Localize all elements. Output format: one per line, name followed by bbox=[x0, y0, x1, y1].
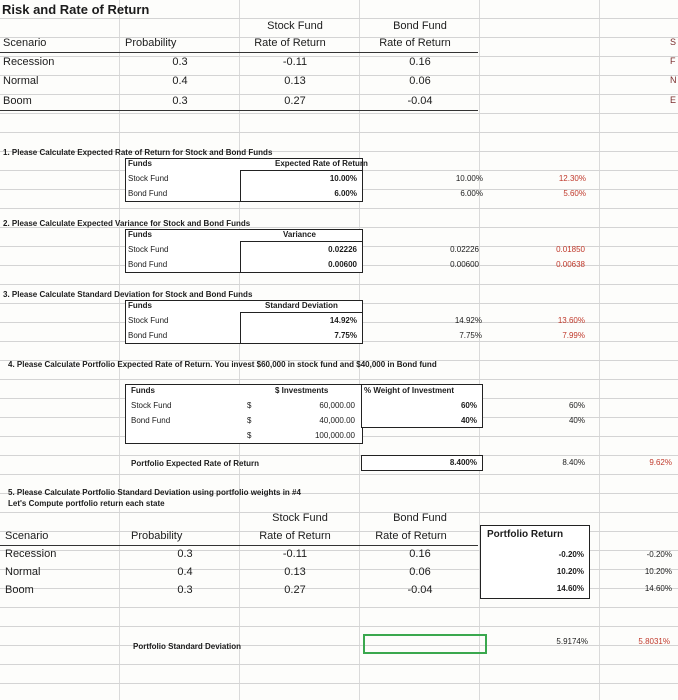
scenario-header: Scenario bbox=[3, 37, 47, 49]
q5-bond-cell: 0.16 bbox=[409, 548, 431, 560]
q4-investment-cell[interactable]: 40,000.00 bbox=[319, 416, 355, 425]
q5-scenario-cell: Normal bbox=[5, 566, 41, 578]
q5-portfolio-header: Portfolio Return bbox=[487, 529, 564, 540]
q4-funds-header: Funds bbox=[131, 386, 155, 395]
q1-value-header: Expected Rate of Return bbox=[275, 159, 368, 168]
q4-total-cell[interactable]: 100,000.00 bbox=[314, 431, 355, 440]
q5-std-alt: 5.8031% bbox=[638, 637, 670, 646]
scenario-cell: Boom bbox=[3, 95, 32, 107]
q5-bond-cell: 0.06 bbox=[409, 566, 431, 578]
q5-portfolio-alt: -0.20% bbox=[646, 550, 672, 559]
q5-stock-header: Stock Fund bbox=[272, 512, 328, 524]
q5-subtitle: Let's Compute portfolio return each state bbox=[8, 499, 165, 508]
q4-investment-cell[interactable]: 60,000.00 bbox=[319, 401, 355, 410]
q4-fund-label: Stock Fund bbox=[131, 401, 172, 410]
q5-stock-cell: 0.27 bbox=[284, 584, 306, 596]
clipped-column-letter: E bbox=[670, 95, 677, 105]
q2-answer-cell: 0.01850 bbox=[556, 245, 585, 254]
q3-fund-label: Stock Fund bbox=[128, 316, 169, 325]
q4-fund-label: Bond Fund bbox=[131, 416, 171, 425]
clipped-column-letter: F bbox=[670, 56, 676, 66]
bond-return-cell: 0.16 bbox=[409, 56, 431, 68]
q4-answer-weight: 40% bbox=[568, 416, 585, 425]
q1-answer-cell: 5.60% bbox=[563, 189, 586, 198]
q4-expected-answer: 8.40% bbox=[562, 458, 585, 467]
q1-funds-header: Funds bbox=[128, 159, 152, 168]
q1-value-cell[interactable]: 10.00% bbox=[329, 174, 357, 183]
q1-check-cell: 10.00% bbox=[455, 174, 483, 183]
probability-cell: 0.4 bbox=[172, 75, 188, 87]
stock-return-header: Rate of Return bbox=[254, 37, 326, 49]
q2-fund-label: Stock Fund bbox=[128, 245, 169, 254]
q5-stock-cell: -0.11 bbox=[282, 548, 308, 560]
q5-scenario-cell: Recession bbox=[5, 548, 57, 560]
q1-title: 1. Please Calculate Expected Rate of Return for Stock and Bond Funds bbox=[3, 148, 273, 157]
q5-portfolio-alt: 10.20% bbox=[644, 567, 672, 576]
bond-fund-header: Bond Fund bbox=[393, 20, 447, 32]
q3-check-cell: 14.92% bbox=[454, 316, 482, 325]
q3-title: 3. Please Calculate Standard Deviation for Stock and Bond Funds bbox=[3, 290, 253, 299]
q3-check-cell: 7.75% bbox=[459, 331, 482, 340]
q3-funds-header: Funds bbox=[128, 301, 152, 310]
clipped-column-letter: S bbox=[670, 37, 677, 47]
q5-bond-return-header: Rate of Return bbox=[375, 530, 447, 542]
probability-header: Probability bbox=[125, 37, 177, 49]
q4-title: 4. Please Calculate Portfolio Expected Rate of Return. You invest $60,000 in stock fund and $40,000 in Bond fund bbox=[8, 360, 437, 369]
stock-return-cell: 0.27 bbox=[284, 95, 306, 107]
q3-fund-label: Bond Fund bbox=[128, 331, 168, 340]
stock-fund-header: Stock Fund bbox=[267, 20, 323, 32]
q3-answer-cell: 13.60% bbox=[557, 316, 585, 325]
q4-expected-label: Portfolio Expected Rate of Return bbox=[131, 459, 260, 468]
q5-stock-return-header: Rate of Return bbox=[259, 530, 331, 542]
q2-value-header: Variance bbox=[283, 230, 316, 239]
currency-symbol: $ bbox=[247, 416, 252, 425]
q2-answer-cell: 0.00638 bbox=[556, 260, 585, 269]
scenario-cell: Recession bbox=[3, 56, 55, 68]
q4-weight-header: % Weight of Investment bbox=[364, 386, 455, 395]
q5-portfolio-cell[interactable]: -0.20% bbox=[558, 550, 584, 559]
q5-portfolio-alt: 14.60% bbox=[644, 584, 672, 593]
q1-fund-label: Bond Fund bbox=[128, 189, 168, 198]
currency-symbol: $ bbox=[247, 431, 252, 440]
q5-scenario-header: Scenario bbox=[5, 530, 49, 542]
bond-return-header: Rate of Return bbox=[379, 37, 451, 49]
q1-value-cell[interactable]: 6.00% bbox=[334, 189, 357, 198]
probability-cell: 0.3 bbox=[172, 95, 188, 107]
q5-stock-cell: 0.13 bbox=[284, 566, 306, 578]
q2-check-cell: 0.00600 bbox=[450, 260, 479, 269]
q4-investments-header: $ Investments bbox=[275, 386, 329, 395]
q5-bond-cell: -0.04 bbox=[407, 584, 433, 596]
q5-std-label: Portfolio Standard Deviation bbox=[133, 642, 242, 651]
q5-title: 5. Please Calculate Portfolio Standard Deviation using portfolio weights in #4 bbox=[8, 488, 301, 497]
q2-value-cell[interactable]: 0.00600 bbox=[328, 260, 357, 269]
q2-title: 2. Please Calculate Expected Variance for Stock and Bond Funds bbox=[3, 219, 251, 228]
q3-answer-cell: 7.99% bbox=[562, 331, 585, 340]
q4-weight-cell[interactable]: 60% bbox=[460, 401, 477, 410]
top-table-rule bbox=[0, 52, 478, 53]
clipped-column-letter: N bbox=[670, 75, 677, 85]
q4-answer-weight: 60% bbox=[568, 401, 585, 410]
q5-probability-cell: 0.3 bbox=[177, 548, 193, 560]
q2-funds-header: Funds bbox=[128, 230, 152, 239]
sheet-title: Risk and Rate of Return bbox=[2, 2, 150, 17]
q2-fund-label: Bond Fund bbox=[128, 260, 168, 269]
q5-std-answer: 5.9174% bbox=[556, 637, 588, 646]
currency-symbol: $ bbox=[247, 401, 252, 410]
q2-check-cell: 0.02226 bbox=[450, 245, 479, 254]
q5-probability-cell: 0.3 bbox=[177, 584, 193, 596]
q4-expected-value[interactable]: 8.400% bbox=[449, 458, 477, 467]
q4-expected-alt: 9.62% bbox=[649, 458, 672, 467]
stock-return-cell: -0.11 bbox=[282, 56, 308, 68]
stock-return-cell: 0.13 bbox=[284, 75, 306, 87]
q3-value-cell[interactable]: 14.92% bbox=[329, 316, 357, 325]
q5-probability-header: Probability bbox=[131, 530, 183, 542]
q1-check-cell: 6.00% bbox=[460, 189, 483, 198]
q1-fund-label: Stock Fund bbox=[128, 174, 169, 183]
q5-probability-cell: 0.4 bbox=[177, 566, 193, 578]
q5-table-rule bbox=[0, 545, 478, 546]
bond-return-cell: -0.04 bbox=[407, 95, 433, 107]
q5-scenario-cell: Boom bbox=[5, 584, 34, 596]
q5-portfolio-cell[interactable]: 14.60% bbox=[556, 584, 584, 593]
probability-cell: 0.3 bbox=[172, 56, 188, 68]
bond-return-cell: 0.06 bbox=[409, 75, 431, 87]
q2-value-cell[interactable]: 0.02226 bbox=[328, 245, 357, 254]
top-table-bottom-rule bbox=[0, 110, 478, 111]
q5-bond-header: Bond Fund bbox=[393, 512, 447, 524]
selected-cell[interactable] bbox=[363, 634, 487, 654]
q3-value-header: Standard Deviation bbox=[265, 301, 338, 310]
q1-answer-cell: 12.30% bbox=[558, 174, 586, 183]
q5-portfolio-cell[interactable]: 10.20% bbox=[556, 567, 584, 576]
q4-weight-cell[interactable]: 40% bbox=[460, 416, 477, 425]
scenario-cell: Normal bbox=[3, 75, 39, 87]
q3-value-cell[interactable]: 7.75% bbox=[334, 331, 357, 340]
